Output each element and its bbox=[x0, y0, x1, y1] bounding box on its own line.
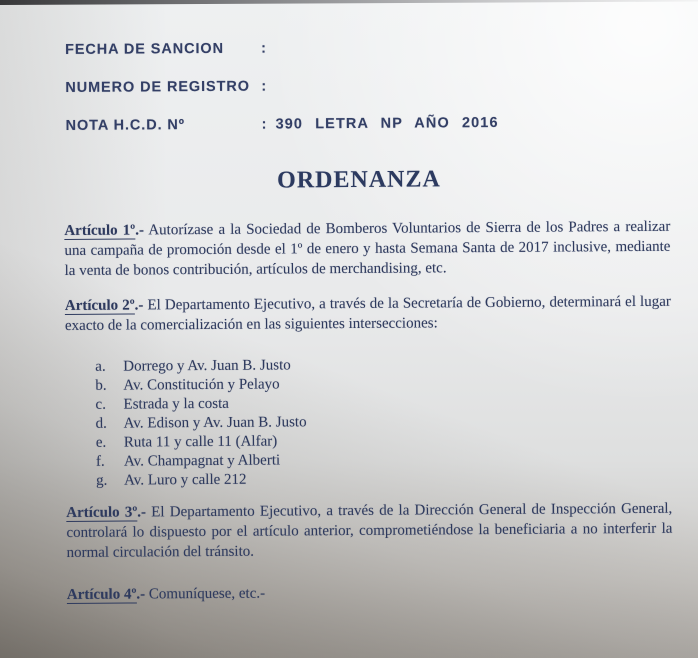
article-2 bbox=[65, 292, 671, 336]
article-1-text: Autorízase a la Sociedad de Bomberos Voluntarios de Sierra de los Padres a realizar una campaña de promoción desde el 1º de enero y hasta Semana Santa de 2017 inclusive, mediante la venta de bonos contribución, artículos de merchandising, etc. bbox=[64, 218, 671, 279]
list-item-text: Av. Champagnat y Alberti bbox=[123, 452, 281, 470]
article-1-label: Artículo 1º.- bbox=[64, 222, 145, 239]
header-field-numero-de-registro bbox=[65, 77, 696, 96]
field-value: 390 LETRA NP AÑO 2016 bbox=[275, 114, 499, 133]
article-3-label: Artículo 3º.- bbox=[66, 504, 147, 521]
header-field-nota-hcd bbox=[66, 115, 697, 134]
article-2-text: El Departamento Ejecutivo, a través de la Secretaría de Gobierno, determinará el lugar exacto de la comercialización en las siguientes intersecciones: bbox=[64, 293, 671, 334]
article-4-suffix: .- bbox=[136, 586, 146, 603]
intersections-list bbox=[95, 354, 698, 491]
list-item-text: Estrada y la costa bbox=[123, 395, 229, 413]
list-item-text: Dorrego y Av. Juan B. Justo bbox=[123, 357, 291, 375]
list-item-letter: e. bbox=[95, 434, 107, 451]
article-2-suffix: .- bbox=[134, 297, 144, 314]
field-separator: : bbox=[261, 116, 268, 133]
field-separator: : bbox=[260, 40, 267, 57]
list-item-text: Av. Edison y Av. Juan B. Justo bbox=[123, 414, 307, 432]
field-label: FECHA DE SANCION bbox=[64, 40, 224, 58]
document-title: ORDENANZA bbox=[277, 166, 441, 194]
article-3-text: El Departamento Ejecutivo, a través de la Dirección General de Inspección General, controlará lo dispuesto por el artículo anterior, comprometiéndose la beneficiaria a no interferir la normal circulación del tránsito. bbox=[66, 500, 673, 561]
list-item-text: Av. Constitución y Pelayo bbox=[123, 376, 280, 394]
field-separator: : bbox=[261, 78, 268, 95]
list-item bbox=[96, 468, 698, 491]
document-header bbox=[0, 0, 697, 134]
field-label: NUMERO DE REGISTRO bbox=[65, 78, 250, 96]
article-1-suffix: .- bbox=[135, 222, 145, 239]
list-item-letter: f. bbox=[95, 453, 105, 470]
article-4-label: Artículo 4º.- bbox=[66, 586, 146, 603]
list-item-letter: g. bbox=[95, 472, 108, 489]
article-4-text: Comuníquese, etc.- bbox=[148, 585, 266, 603]
list-item-text: Av. Luro y calle 212 bbox=[123, 471, 247, 489]
article-2-label: Artículo 2º.- bbox=[64, 297, 144, 314]
list-item-letter: b. bbox=[95, 377, 107, 394]
list-item-letter: d. bbox=[95, 415, 107, 432]
list-item-letter: a. bbox=[95, 358, 106, 375]
field-label: NOTA H.C.D. Nº bbox=[65, 117, 186, 134]
list-item-letter: c. bbox=[95, 396, 107, 413]
article-1 bbox=[64, 217, 670, 281]
article-4 bbox=[67, 581, 673, 605]
header-field-fecha-de-sancion bbox=[65, 39, 696, 58]
article-3-suffix: .- bbox=[137, 504, 147, 521]
list-item-text: Ruta 11 y calle 11 (Alfar) bbox=[123, 433, 278, 451]
article-3 bbox=[66, 499, 672, 563]
